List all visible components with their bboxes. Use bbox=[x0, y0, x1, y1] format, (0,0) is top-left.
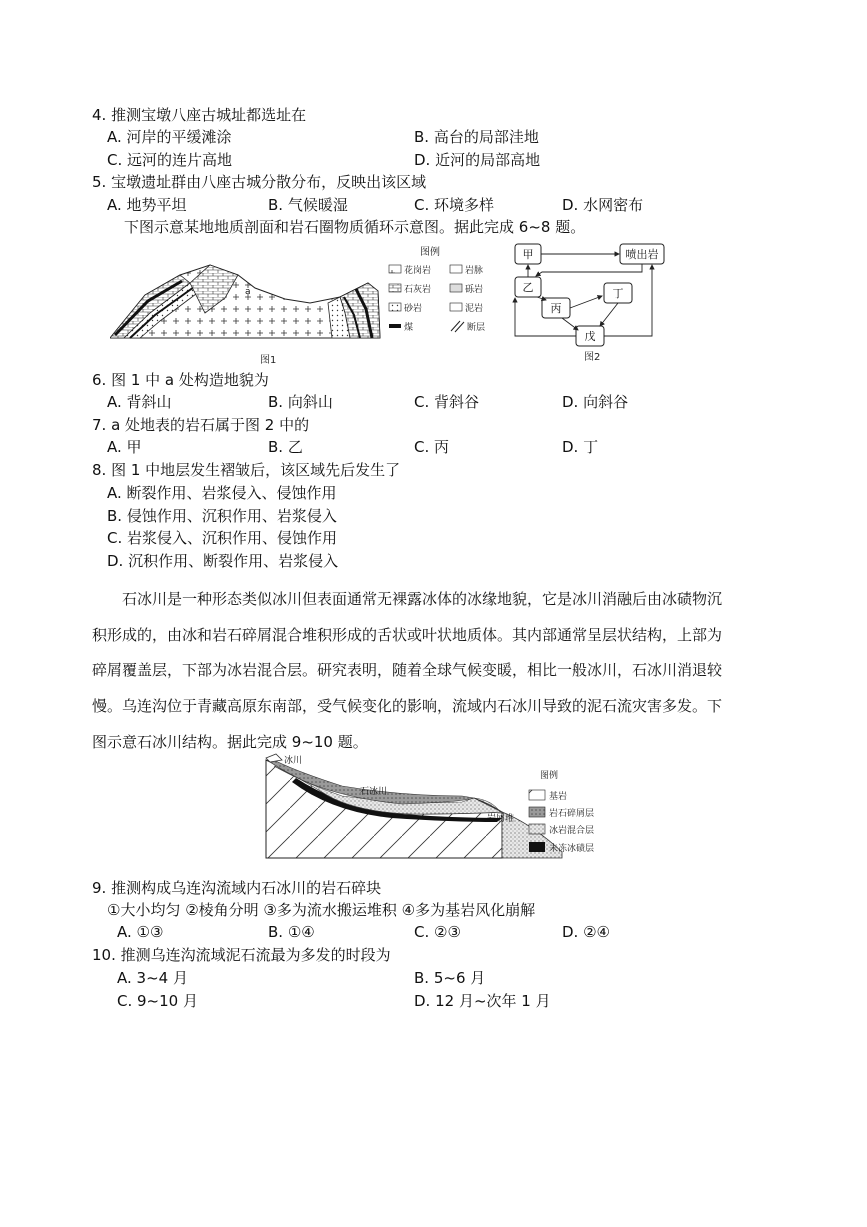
label-wu: 戊 bbox=[584, 330, 596, 343]
legend-swatch-fault bbox=[451, 321, 464, 332]
q6-stem: 6. 图 1 中 a 处构造地貌为 bbox=[92, 371, 269, 389]
fig2-caption: 图2 bbox=[584, 352, 601, 362]
passage-line-2: 积形成的，由冰和岩石碎屑混合堆积形成的舌状或叶状地质体。其内部通常呈层状结构，上部为 bbox=[92, 626, 723, 644]
legend-limestone: 石灰岩 bbox=[404, 285, 432, 295]
q10-option-c[interactable]: C. 9~10 月 bbox=[117, 992, 198, 1010]
passage-line-3: 碎屑覆盖层，下部为冰岩混合层。研究表明，随着全球气候变暖，相比一般冰川，石冰川消退较 bbox=[92, 661, 723, 679]
fig3-label-rock-glacier: 石冰川 bbox=[360, 787, 388, 797]
fig1-caption: 图1 bbox=[260, 355, 277, 366]
legend-unfrozen-till: 未冻冰碛层 bbox=[549, 844, 595, 854]
q4-stem: 4. 推测宝墩八座古城址都选址在 bbox=[92, 106, 307, 124]
q7-option-a[interactable]: A. 甲 bbox=[107, 438, 142, 456]
figure-2-rock-cycle bbox=[512, 240, 672, 362]
q8-option-d[interactable]: D. 沉积作用、断裂作用、岩浆侵入 bbox=[107, 552, 339, 570]
label-yi: 乙 bbox=[522, 281, 534, 294]
q9-option-a[interactable]: A. ①③ bbox=[117, 923, 164, 941]
label-jia: 甲 bbox=[522, 248, 534, 261]
q8-option-c[interactable]: C. 岩浆侵入、沉积作用、侵蚀作用 bbox=[107, 529, 338, 547]
legend-swatch-sandstone bbox=[389, 303, 401, 311]
legend-swatch-unfrozen-till bbox=[529, 842, 545, 852]
fig3-label-glacier: 冰川 bbox=[284, 756, 303, 766]
q10-stem: 10. 推测乌连沟流域泥石流最为多发的时段为 bbox=[92, 946, 391, 964]
q6-option-c[interactable]: C. 背斜谷 bbox=[414, 393, 480, 411]
fig1-legend-title: 图例 bbox=[420, 247, 440, 258]
fig3-legend-title: 图例 bbox=[540, 771, 559, 781]
label-ding: 丁 bbox=[612, 287, 624, 300]
q10-option-d[interactable]: D. 12 月~次年 1 月 bbox=[414, 992, 551, 1010]
legend-conglomerate: 砾岩 bbox=[465, 285, 484, 295]
q9-option-b[interactable]: B. ①④ bbox=[268, 923, 315, 941]
q4-option-d[interactable]: D. 近河的局部高地 bbox=[414, 151, 541, 169]
q10-option-b[interactable]: B. 5~6 月 bbox=[414, 969, 486, 987]
passage-line-5: 图示意石冰川结构。据此完成 9~10 题。 bbox=[92, 733, 368, 751]
legend-swatch-bedrock bbox=[529, 790, 545, 800]
legend-bedrock: 基岩 bbox=[549, 792, 568, 802]
legend-mudstone: 泥岩 bbox=[465, 304, 484, 314]
legend-ice-rock: 冰岩混合层 bbox=[549, 826, 595, 836]
legend-granite: 花岗岩 bbox=[404, 266, 432, 276]
legend-swatch-ice-rock bbox=[529, 824, 545, 834]
fig1-point-a: a bbox=[245, 287, 251, 297]
q4-option-c[interactable]: C. 远河的连片高地 bbox=[107, 151, 233, 169]
fig3-label-talus: 岩屑堆 bbox=[487, 814, 515, 824]
legend-swatch-mudstone bbox=[450, 303, 462, 311]
q9-option-d[interactable]: D. ②④ bbox=[562, 923, 610, 941]
legend-swatch-conglomerate bbox=[450, 284, 462, 292]
figure-1-geologic-section bbox=[110, 243, 505, 368]
legend-sandstone: 砂岩 bbox=[404, 304, 423, 314]
passage-line-4: 慢。乌连沟位于青藏高原东南部，受气候变化的影响，流域内石冰川导致的泥石流灾害多发。下 bbox=[92, 697, 723, 715]
q5-option-a[interactable]: A. 地势平坦 bbox=[107, 196, 187, 214]
q8-option-a[interactable]: A. 断裂作用、岩浆侵入、侵蚀作用 bbox=[107, 484, 337, 502]
q8-stem: 8. 图 1 中地层发生褶皱后，该区域先后发生了 bbox=[92, 461, 401, 479]
q6-option-d[interactable]: D. 向斜谷 bbox=[562, 393, 629, 411]
q7-stem: 7. a 处地表的岩石属于图 2 中的 bbox=[92, 416, 310, 434]
q6-option-b[interactable]: B. 向斜山 bbox=[268, 393, 333, 411]
legend-swatch-debris bbox=[529, 807, 545, 817]
legend-debris: 岩石碎屑层 bbox=[549, 809, 595, 819]
q6-option-a[interactable]: A. 背斜山 bbox=[107, 393, 172, 411]
q8-option-b[interactable]: B. 侵蚀作用、沉积作用、岩浆侵入 bbox=[107, 507, 337, 525]
intro-6-8: 下图示意某地地质剖面和岩石圈物质循环示意图。据此完成 6~8 题。 bbox=[124, 218, 586, 236]
legend-swatch-coal bbox=[389, 324, 401, 328]
figure-3-rock-glacier bbox=[262, 752, 618, 864]
legend-swatch-granite bbox=[389, 265, 401, 273]
label-extrusive: 喷出岩 bbox=[625, 248, 659, 261]
q5-stem: 5. 宝墩遗址群由八座古城分散分布，反映出该区域 bbox=[92, 173, 427, 191]
q7-option-b[interactable]: B. 乙 bbox=[268, 438, 303, 456]
legend-dike: 岩脉 bbox=[465, 266, 484, 276]
label-bing: 丙 bbox=[550, 302, 562, 315]
q4-option-a[interactable]: A. 河岸的平缓滩涂 bbox=[107, 128, 232, 146]
q9-option-c[interactable]: C. ②③ bbox=[414, 923, 461, 941]
q4-option-b[interactable]: B. 高台的局部洼地 bbox=[414, 128, 539, 146]
q9-statements: ①大小均匀 ②棱角分明 ③多为流水搬运堆积 ④多为基岩风化崩解 bbox=[107, 901, 536, 919]
q10-option-a[interactable]: A. 3~4 月 bbox=[117, 969, 188, 987]
legend-coal: 煤 bbox=[404, 323, 414, 333]
q7-option-c[interactable]: C. 丙 bbox=[414, 438, 450, 456]
legend-fault: 断层 bbox=[467, 323, 486, 333]
q5-option-b[interactable]: B. 气候暖湿 bbox=[268, 196, 348, 214]
legend-swatch-limestone bbox=[389, 284, 401, 292]
q9-stem: 9. 推测构成乌连沟流域内石冰川的岩石碎块 bbox=[92, 879, 382, 897]
q5-option-c[interactable]: C. 环境多样 bbox=[414, 196, 495, 214]
legend-swatch-dike bbox=[450, 265, 462, 273]
q7-option-d[interactable]: D. 丁 bbox=[562, 438, 599, 456]
passage-line-1: 石冰川是一种形态类似冰川但表面通常无裸露冰体的冰缘地貌，它是冰川消融后由冰碛物沉 bbox=[122, 590, 723, 608]
q5-option-d[interactable]: D. 水网密布 bbox=[562, 196, 644, 214]
